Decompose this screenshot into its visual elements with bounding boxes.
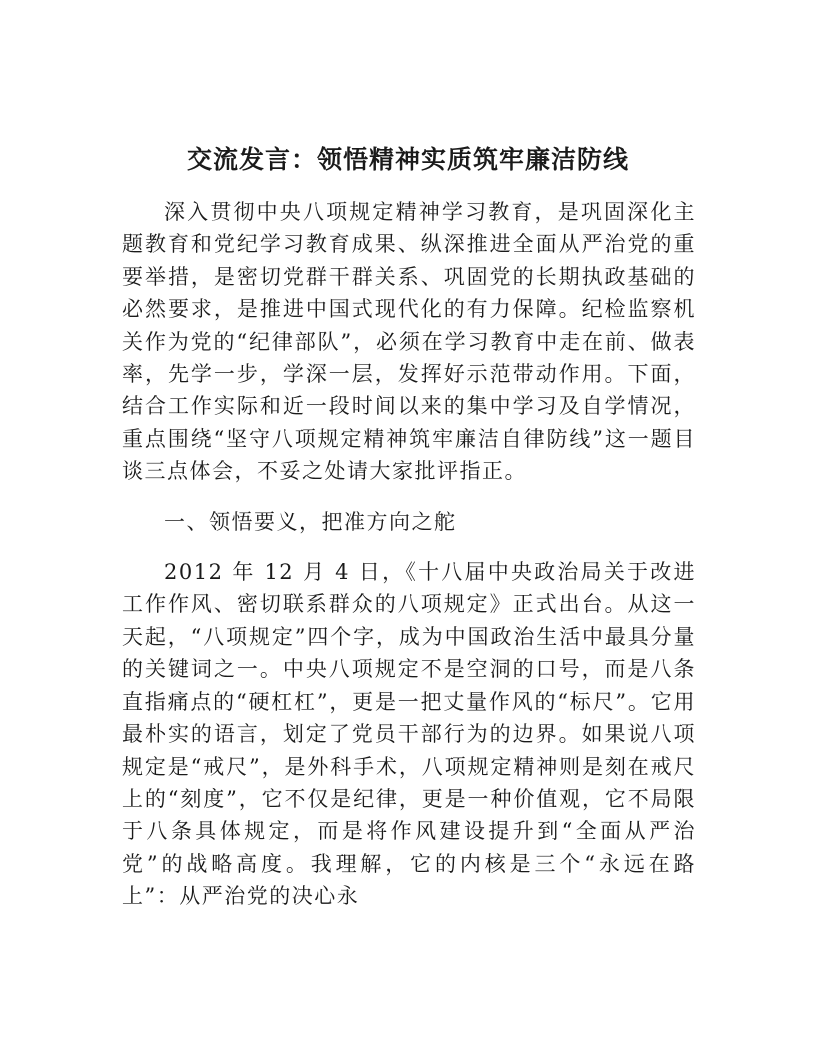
intro-paragraph: 深入贯彻中央八项规定精神学习教育，是巩固深化主题教育和党纪学习教育成果、纵深推进全面从严治党的重要举措，是密切党群干群关系、巩固党的长期执政基础的必然要求，是推进中国式现代化的有力保障。纪检监察机关作为党的“纪律部队”，必须在学习教育中走在前、做表率，先学一步，学深一层，发挥好示范带动作用。下面，结合工作实际和近一段时间以来的集中学习及自学情况，重点围绕“坚守八项规定精神筑牢廉洁自律防线”这一题目谈三点体会，不妥之处请大家批评指正。 [122,200,696,484]
body-paragraph: 2012 年 12 月 4 日，《十八届中央政治局关于改进工作作风、密切联系群众的八项规定》正式出台。从这一天起，“八项规定”四个字，成为中国政治生活中最具分量的关键词之一。中央八项规定不是空洞的口号，而是八条直指痛点的“硬杠杠”，更是一把丈量作风的“标尺”。它用最朴实的语言，划定了党员干部行为的边界。如果说八项规定是“戒尺”，是外科手术，八项规定精神则是刻在戒尺上的“刻度”，它不仅是纪律，更是一种价值观，它不局限于八条具体规定，而是将作风建设提升到“全面从严治党”的战略高度。我理解，它的内核是三个“永远在路上”：从严治党的决心永 [122,560,696,909]
section-heading: 一、领悟要义，把准方向之舵 [164,509,457,534]
document-body [122,196,696,913]
document-title: 交流发言：领悟精神实质筑牢廉洁防线 [186,145,629,174]
